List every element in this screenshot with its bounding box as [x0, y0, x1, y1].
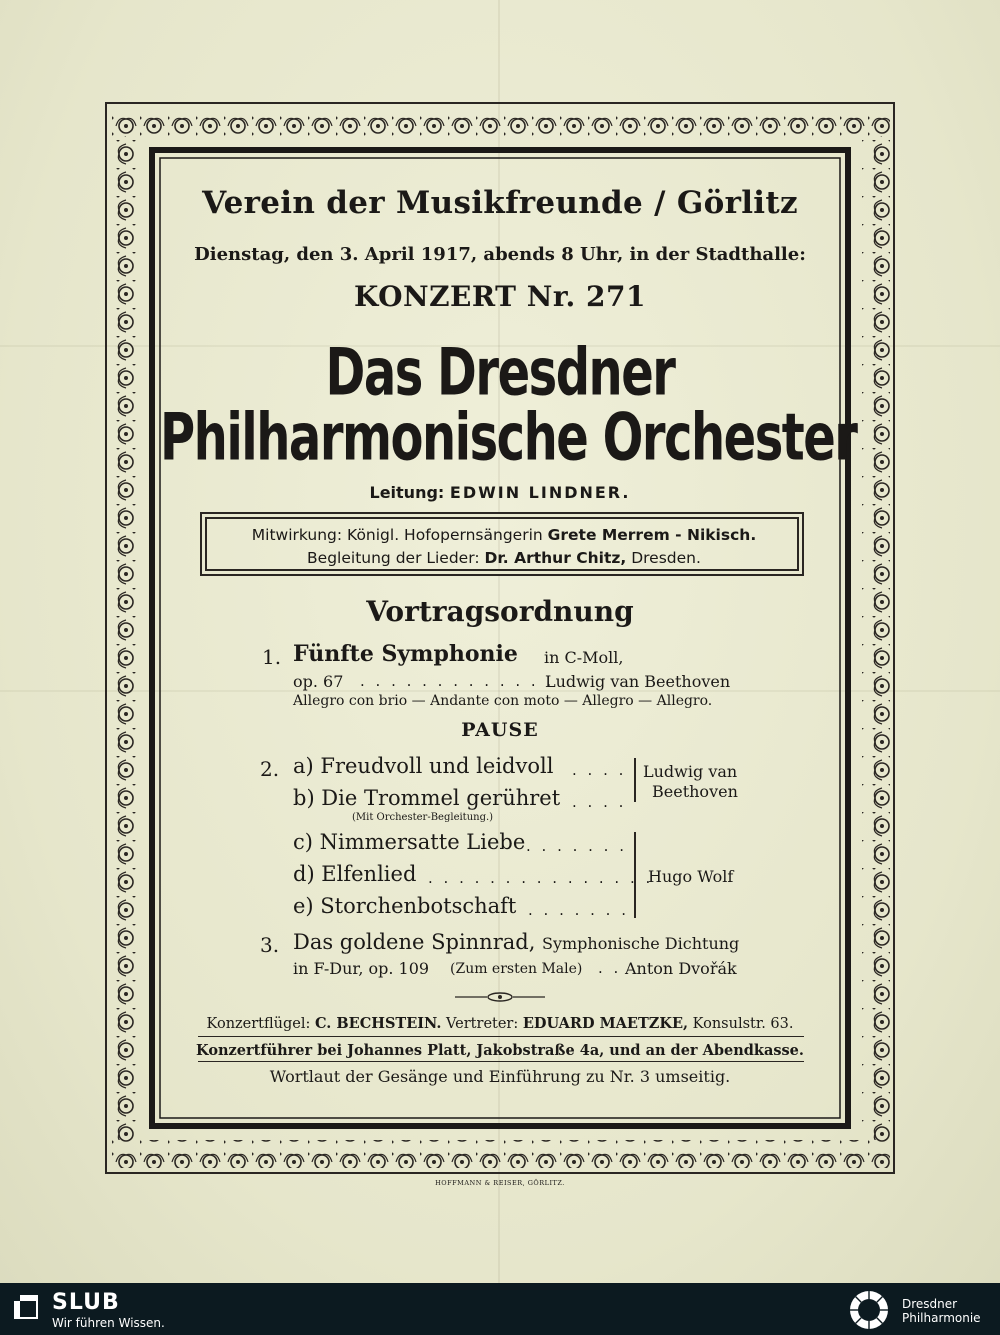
rep-label: Vertreter: [446, 1016, 519, 1032]
guide-line: Konzertführer bei Johannes Platt, Jakobstraße 4a, und an der Abendkasse. [196, 1042, 804, 1059]
item1-number: 1. [262, 645, 282, 669]
soloist-label: Mitwirkung: [251, 526, 343, 544]
songs-ab-composer-line1: Ludwig van [643, 762, 738, 781]
soloist-box [200, 512, 804, 576]
program-heading: Vortragsordnung [366, 595, 634, 628]
soloist-name: Grete Merrem - Nikisch. [547, 526, 757, 544]
intermission-label: PAUSE [461, 719, 539, 741]
partner-name-line2: Philharmonie [902, 1311, 981, 1325]
piano-label: Konzertflügel: [206, 1016, 311, 1032]
accompanist-label: Begleitung der Lieder: [307, 549, 480, 567]
piano-maker: C. BECHSTEIN. [315, 1015, 442, 1032]
song-c-title: c) Nimmersatte Liebe [293, 830, 526, 854]
item1-dots: . . . . . . . . . . . . . [360, 672, 555, 690]
brace-wolf [634, 832, 636, 918]
item1-opus: op. 67 [293, 672, 344, 691]
item2-number: 2. [260, 757, 280, 781]
song-e-title: e) Storchenbotschaft [293, 894, 517, 918]
philharmonie-logo-icon [848, 1289, 890, 1331]
song-b-dots: . . . . [572, 793, 627, 811]
item1-composer: Ludwig van Beethoven [545, 672, 731, 691]
brace-beethoven [634, 758, 636, 802]
song-d-dots: . . . . . . . . . . . . . . . [428, 869, 654, 887]
item3-genre: Symphonische Dichtung [542, 934, 740, 953]
lyrics-note: Wortlaut der Gesänge und Einführung zu Nr. 3 umseitig. [269, 1067, 731, 1086]
song-b-note: (Mit Orchester-Begleitung.) [352, 812, 494, 823]
item3-title: Das goldene Spinnrad, [293, 930, 536, 954]
soloist-title: Königl. Hofopernsängerin [347, 526, 543, 544]
footer-rule-top [198, 1036, 804, 1037]
item3-number: 3. [260, 933, 280, 957]
songs-ab-composer-line2: Beethoven [652, 782, 738, 801]
item1-title: Fünfte Symphonie [293, 641, 518, 667]
item1-movements: Allegro con brio — Andante con moto — Allegro — Allegro. [293, 693, 713, 709]
song-e-dots: . . . . . . . [528, 901, 629, 919]
orchestra-title-line2: Philharmonische Orchester [160, 400, 857, 476]
item3-note: (Zum ersten Male) [450, 961, 583, 977]
society-title: Verein der Musikfreunde / Görlitz [202, 185, 798, 221]
orchestra-title-line1: Das Dresdner [325, 335, 675, 411]
printer-imprint: HOFFMANN & REISER, GÖRLITZ. [435, 1179, 565, 1187]
accompanist-line [202, 549, 806, 567]
song-a-dots: . . . . [572, 761, 627, 779]
slub-logo-icon [12, 1293, 40, 1321]
song-b-title: b) Die Trommel gerühret [293, 786, 561, 810]
library-tagline: Wir führen Wissen. [52, 1316, 165, 1330]
footer-rule-bottom [198, 1061, 804, 1062]
piano-line [160, 1015, 840, 1032]
item3-composer: Anton Dvořák [625, 959, 737, 978]
song-c-dots: . . . . . . . [526, 837, 627, 855]
item3-dots: . . [598, 959, 622, 977]
divider-ornament [455, 990, 545, 1004]
item1-key: in C-Moll, [544, 648, 624, 667]
date-line: Dienstag, den 3. April 1917, abends 8 Uhr, in der Stadthalle: [194, 244, 806, 265]
rep-name: EDUARD MAETZKE, [522, 1015, 689, 1032]
songs-ce-composer: Hugo Wolf [648, 867, 734, 886]
accompanist-name: Dr. Arthur Chitz, [484, 549, 627, 567]
library-name: SLUB [52, 1290, 120, 1315]
item3-key-opus: in F-Dur, op. 109 [293, 959, 430, 978]
watermark-bar [0, 1283, 1000, 1335]
soloist-line [202, 526, 806, 544]
partner-name-line1: Dresdner [902, 1297, 958, 1311]
conductor-label: Leitung: [369, 483, 445, 502]
concert-number: KONZERT Nr. 271 [354, 280, 646, 313]
rep-address: Konsulstr. 63. [692, 1016, 794, 1032]
conductor-name: EDWIN LINDNER. [449, 483, 631, 502]
conductor-line [160, 483, 840, 502]
song-d-title: d) Elfenlied [293, 862, 417, 886]
accompanist-place: Dresden. [631, 549, 701, 567]
song-a-title: a) Freudvoll und leidvoll [293, 754, 554, 778]
